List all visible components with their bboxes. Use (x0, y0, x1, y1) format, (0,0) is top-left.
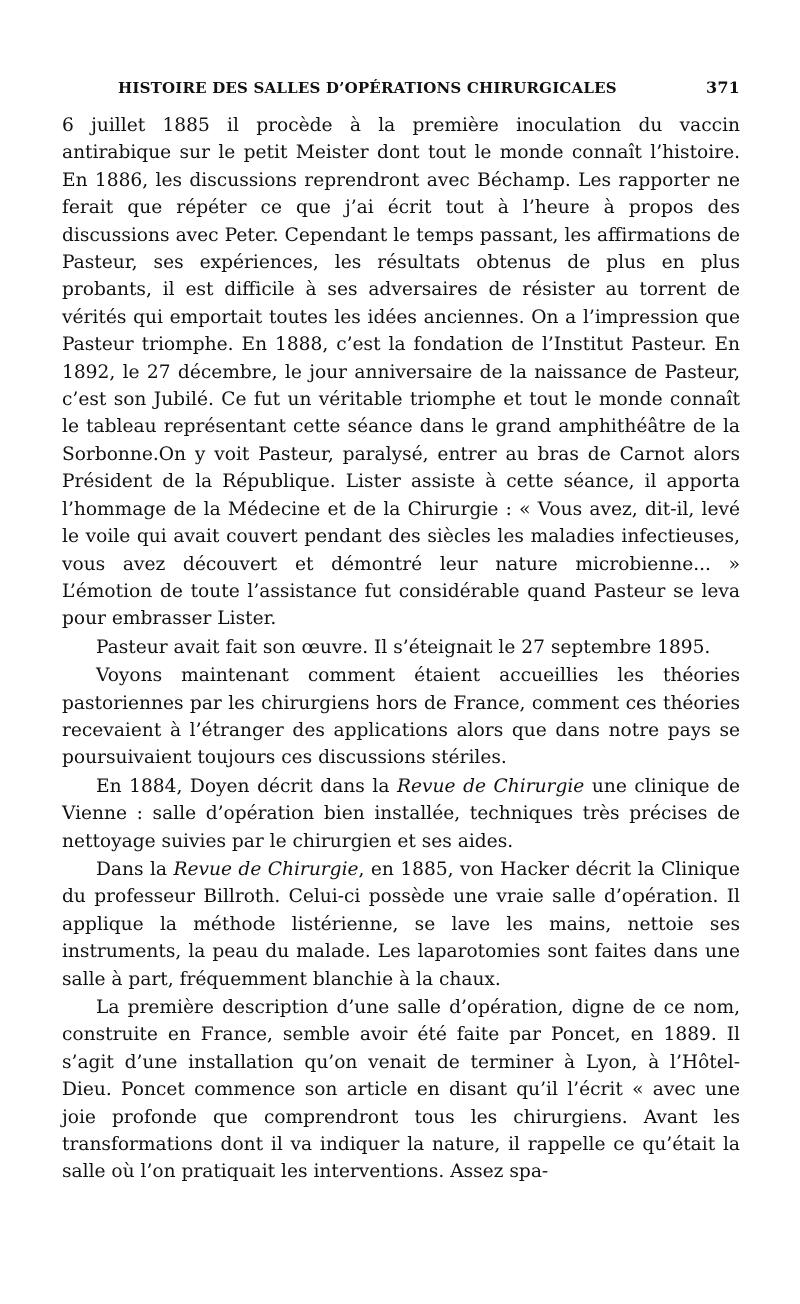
paragraph-billroth (62, 856, 740, 993)
paragraph-doyen-vienne (62, 773, 740, 855)
paragraph-text: La première description d’une salle d’opération, digne de ce nom, construite en France, semble avoir été faite par Poncet, en 1889. Il s’agit d’une installation qu’on venait de terminer à Lyon, à l’Hôtel-Dieu. Poncet commence son article en disant qu’il l’écrit « avec une joie profonde que comprendront tous les chirurgiens. Avant les transformations dont il va indiquer la nature, il rappelle ce qu’était la salle où l’on pratiquait les interventions. Assez spa- (62, 997, 740, 1183)
paragraph-pasteur-rabies (62, 112, 740, 633)
paragraph-text-after: , en 1885, von Hacker décrit la Clinique du professeur Billroth. Celui-ci possède une vraie salle d’opération. Il applique la méthode listérienne, se lave les mains, nettoie ses instruments, la peau du malade. Les laparotomies sont faites dans une salle à part, fréquemment blanchie à la chaux. (62, 858, 741, 990)
paragraph-text-before: Dans la (96, 858, 174, 880)
paragraph-text-before: En 1884, Doyen décrit dans la (96, 775, 397, 797)
running-title: HISTOIRE DES SALLES D’OPÉRATIONS CHIRURGICALES (118, 79, 617, 97)
paragraph-text: Pasteur avait fait son œuvre. Il s’éteignait le 27 septembre 1895. (96, 636, 711, 658)
journal-title: Revue de Chirurgie (173, 858, 359, 880)
paragraph-text: Voyons maintenant comment étaient accueillies les théories pastoriennes par les chirurgiens hors de France, comment ces théories recevaient à l’étranger des applications alors que dans notre pays se poursuivaient toujours ces discussions stériles. (62, 665, 740, 769)
paragraph-abroad (62, 662, 740, 772)
paragraph-pasteur-death (62, 634, 740, 661)
paragraph-poncet-lyon (62, 994, 740, 1186)
page-number: 371 (706, 78, 740, 97)
journal-title: Revue de Chirurgie (397, 775, 585, 797)
paragraph-text-after: une clinique de Vienne : salle d’opération bien installée, techniques très précises de nettoyage suivies par le chirurgien et ses aides. (62, 775, 741, 852)
paragraph-text: 6 juillet 1885 il procède à la première inoculation du vaccin antirabique sur le petit Meister dont tout le monde connaît l’histoire. En 1886, les discussions reprendront avec Béchamp. Les rapporter ne ferait que répéter ce que j’ai écrit tout à l’heure à propos des discussions avec Peter. Cependant le temps passant, les affirmations de Pasteur, ses expériences, les résultats obtenus de plus en plus probants, il est difficile à ses adversaires de résister au torrent de vérités qui emportait toutes les idées anciennes. On a l’impression que Pasteur triomphe. En 1888, c’est la fondation de l’Institut Pasteur. En 1892, le 27 décembre, le jour anniversaire de la naissance de Pasteur, c’est son Jubilé. Ce fut un véritable triomphe et tout le monde connaît le tableau représentant cette séance dans le grand amphithéâtre de la Sorbonne.On y voit Pasteur, paralysé, entrer au bras de Carnot alors Président de la République. Lister assiste à cette séance, il apporta l’hommage de la Médecine et de la Chirurgie : « Vous avez, dit-il, levé le voile qui avait couvert pendant des siècles les maladies infectieuses, vous avez découvert et démontré leur nature microbienne... » L’émotion de toute l’assistance fut considérable quand Pasteur se leva pour embrasser Lister. (62, 115, 740, 630)
running-header (62, 78, 740, 112)
book-page (62, 78, 740, 1186)
